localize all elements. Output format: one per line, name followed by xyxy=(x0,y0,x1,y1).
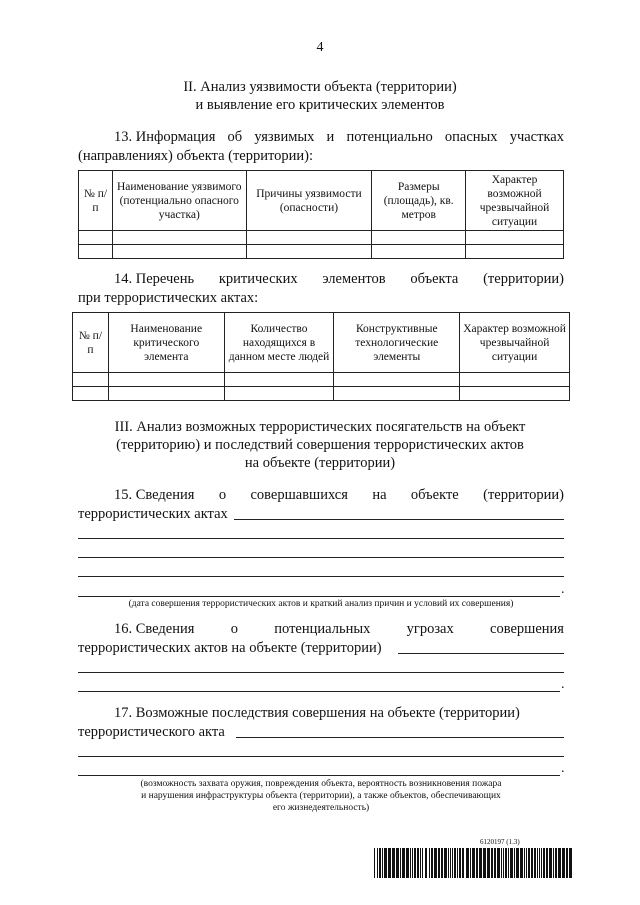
table-14-header-cell: № п/п xyxy=(73,313,109,373)
fill-line xyxy=(78,775,560,776)
item-13-line2: (направлениях) объекта (территории): xyxy=(78,148,314,164)
fill-line xyxy=(236,737,564,738)
item-16-word: совершения xyxy=(490,621,564,637)
section-3-heading-line1: III. Анализ возможных террористических посягательств на объект xyxy=(114,419,526,435)
item-17-note-line1: (возможность захвата оружия, повреждения объекта, вероятность возникновения пожара xyxy=(140,779,502,789)
table-13-header-cell: Характер возможной чрезвычайной ситуации xyxy=(466,171,564,231)
footer-code: 6120197 (1.3) xyxy=(480,838,520,846)
period: . xyxy=(561,761,565,776)
item-13-word: об xyxy=(227,129,243,145)
item-13-word: участках xyxy=(509,129,564,145)
item-17-line2: террористического акта xyxy=(78,724,225,740)
item-14-word: критических xyxy=(218,271,298,287)
table-14-header-cell: Наименование критического элемента xyxy=(108,313,224,373)
item-15-note: (дата совершения террористических актов и краткий анализ причин и условий их совершения) xyxy=(128,599,514,609)
item-14-word: 14. Перечень xyxy=(114,271,195,287)
item-13-word: и xyxy=(326,129,335,145)
item-13-word: 13. Информация xyxy=(114,129,216,145)
barcode-icon xyxy=(374,848,574,878)
period: . xyxy=(561,677,565,692)
item-15-word: совершавшихся xyxy=(250,487,348,503)
fill-line xyxy=(234,519,564,520)
section-3-heading-line2: (территорию) и последствий совершения террористических актов xyxy=(116,437,524,453)
section-3-heading-line3: на объекте (территории) xyxy=(244,455,396,471)
table-14-header-row xyxy=(73,313,570,373)
item-14-word: объекта xyxy=(410,271,459,287)
item-14-text xyxy=(78,270,564,308)
table-13-header-cell: Причины уязвимости (опасности) xyxy=(246,171,372,231)
page-number: 4 xyxy=(316,40,324,55)
table-13-header-row xyxy=(79,171,564,231)
table-14-header-cell: Конструктивные технологические элементы xyxy=(334,313,460,373)
section-2-heading xyxy=(60,78,580,114)
section-2-heading-line1: II. Анализ уязвимости объекта (территории) xyxy=(183,79,457,95)
item-16-word: 16. Сведения xyxy=(114,621,195,637)
fill-line xyxy=(78,756,564,757)
table-row xyxy=(79,245,564,259)
fill-line xyxy=(78,672,564,673)
table-14-header-cell: Количество находящихся в данном месте людей xyxy=(224,313,334,373)
item-15-word: о xyxy=(218,487,227,503)
section-2-heading-line2: и выявление его критических элементов xyxy=(195,97,445,113)
item-15-word: объекте xyxy=(410,487,459,503)
item-14-word: (территории) xyxy=(483,271,564,287)
table-14 xyxy=(72,312,570,401)
item-13-text xyxy=(78,128,564,166)
table-14-header-cell: Характер возможной чрезвычайной ситуации xyxy=(460,313,570,373)
fill-line xyxy=(78,691,560,692)
item-14-line2: при террористических актах: xyxy=(78,290,259,306)
item-15-word: 15. Сведения xyxy=(114,487,195,503)
item-17-line1: 17. Возможные последствия совершения на объекте (территории) xyxy=(114,705,520,721)
item-17-note xyxy=(78,778,564,814)
item-13-word: опасных xyxy=(444,129,498,145)
table-row xyxy=(79,231,564,245)
fill-line xyxy=(398,653,564,654)
table-13-header-cell: Наименование уязвимого (потенциально опасного участка) xyxy=(112,171,246,231)
fill-line xyxy=(78,538,564,539)
item-15-word: на xyxy=(372,487,387,503)
fill-line xyxy=(78,576,564,577)
fill-line xyxy=(78,557,564,558)
item-13-word: потенциально xyxy=(346,129,433,145)
table-13-header-cell: № п/п xyxy=(79,171,113,231)
item-17-note-line2: и нарушения инфраструктуры объекта (территории), а также объектов, обеспечивающих xyxy=(141,791,501,801)
item-15-word: (территории) xyxy=(483,487,564,503)
period: . xyxy=(561,582,565,597)
table-row xyxy=(73,373,570,387)
section-3-heading xyxy=(60,418,580,472)
item-14-word: элементов xyxy=(322,271,386,287)
item-13-word: уязвимых xyxy=(254,129,315,145)
item-16-word: потенциальных xyxy=(274,621,371,637)
table-13-header-cell: Размеры (площадь), кв. метров xyxy=(372,171,466,231)
item-17-note-line3: его жизнедеятельность) xyxy=(272,803,370,813)
table-13 xyxy=(78,170,564,259)
item-16-line2: террористических актов на объекте (территории) xyxy=(78,640,382,656)
table-row xyxy=(73,387,570,401)
item-15-line2: террористических актах xyxy=(78,506,228,522)
fill-line xyxy=(78,596,560,597)
item-16-word: угрозах xyxy=(406,621,454,637)
item-16-word: о xyxy=(230,621,238,637)
